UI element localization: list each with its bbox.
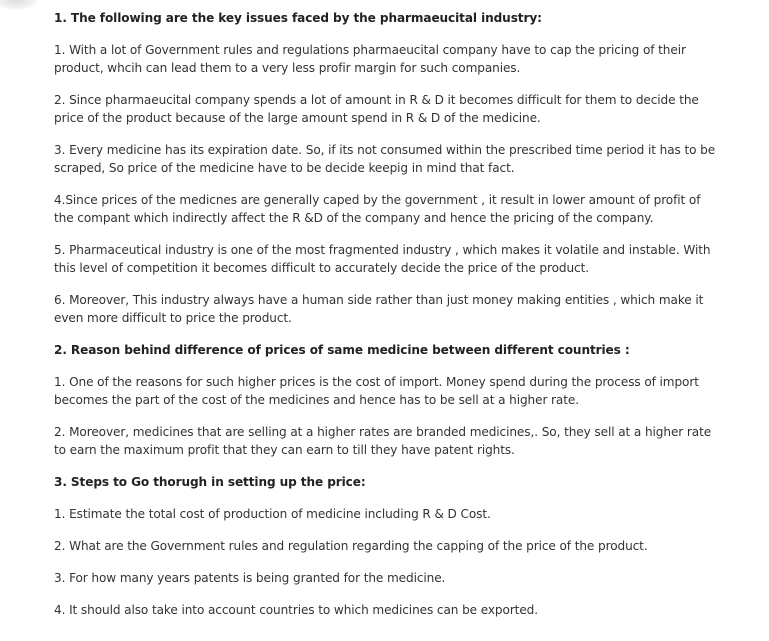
paragraph: 4.Since prices of the medicnes are generally caped by the government , it result in lower amount of profit of the compant which indirectly affect the R &D of the company and hence the pricing of the company. <box>54 193 701 225</box>
paragraph: 3. For how many years patents is being granted for the medicine. <box>54 571 446 585</box>
corner-shadow <box>0 0 38 10</box>
document-body <box>54 9 718 633</box>
paragraph: 1. One of the reasons for such higher prices is the cost of import. Money spend during the process of import becomes the part of the cost of the medicines and hence has to be sell at a higher rate. <box>54 375 699 407</box>
paragraph: 2. Moreover, medicines that are selling at a higher rates are branded medicines,. So, they sell at a higher rate to earn the maximum profit that they can earn to till they have patent rights. <box>54 425 712 457</box>
paragraph: 2. What are the Government rules and regulation regarding the capping of the price of the product. <box>54 539 648 553</box>
paragraph: 2. Since pharmaeucital company spends a lot of amount in R & D it becomes difficult for them to decide the price of the product because of the large amount spend in R & D of the medicine. <box>54 93 699 125</box>
paragraph: 4. It should also take into account countries to which medicines can be exported. <box>54 603 538 617</box>
section-heading-key-issues: 1. The following are the key issues faced by the pharmaeucital industry: <box>54 11 542 25</box>
paragraph: 1. With a lot of Government rules and regulations pharmaeucital company have to cap the pricing of their product, whcih can lead them to a very less profir margin for such companies. <box>54 43 686 75</box>
paragraph: 5. Pharmaceutical industry is one of the most fragmented industry , which makes it volatile and instable. With this level of competition it becomes difficult to accurately decide the price of the product. <box>54 243 711 275</box>
paragraph: 1. Estimate the total cost of production of medicine including R & D Cost. <box>54 507 491 521</box>
section-heading-pricing-steps: 3. Steps to Go thorugh in setting up the price: <box>54 475 366 489</box>
paragraph: 6. Moreover, This industry always have a human side rather than just money making entities , which make it even more difficult to price the product. <box>54 293 704 325</box>
paragraph: 3. Every medicine has its expiration date. So, if its not consumed within the prescribed time period it has to be scraped, So price of the medicine have to be decide keepig in mind that fact. <box>54 143 716 175</box>
section-heading-price-differences: 2. Reason behind difference of prices of same medicine between different countries : <box>54 343 630 357</box>
